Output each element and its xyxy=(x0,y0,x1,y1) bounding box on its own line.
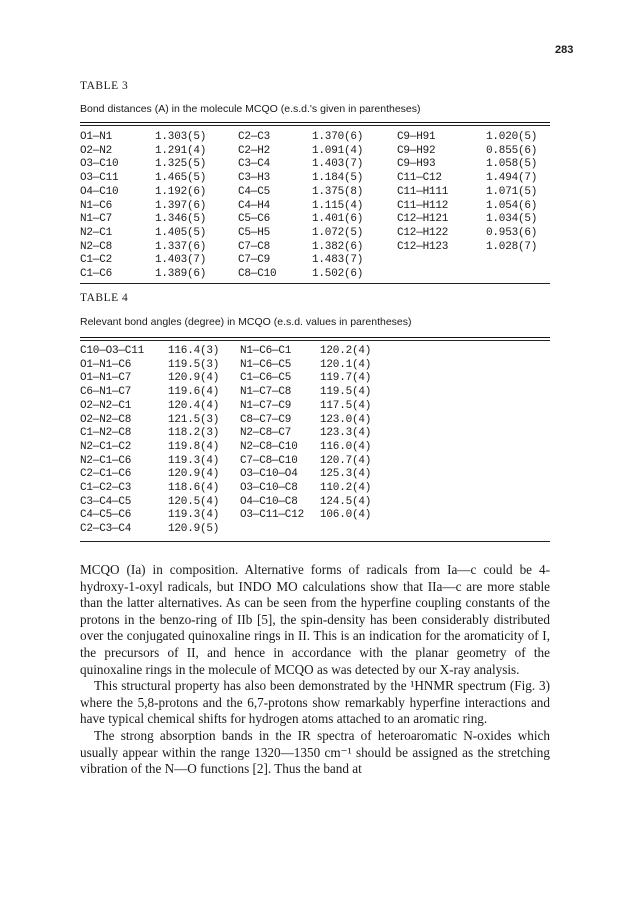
table3-bond-value: 1.091(4) xyxy=(312,144,364,157)
table3-bond-value: 1.184(5) xyxy=(312,172,364,185)
table3-bond-label: O2—N2 xyxy=(80,144,113,157)
table3-bond-value: 1.071(5) xyxy=(486,185,538,198)
table3-bond-label: C1—C6 xyxy=(80,268,113,280)
table3-bond-value: 1.303(5) xyxy=(155,131,207,143)
table3-bond-label: N1—C6 xyxy=(80,199,113,212)
table4-bond-value: 125.3(4) xyxy=(320,468,372,481)
table3-bond-label: C5—C6 xyxy=(238,213,271,226)
table3-bond-value: 1.058(5) xyxy=(486,158,538,171)
table3-bond-value: 1.034(5) xyxy=(486,213,538,226)
table4-bond-label: O3—C10—C8 xyxy=(240,482,298,494)
table4-bond-value: 117.5(4) xyxy=(320,399,372,412)
table4-bond-value: 119.8(4) xyxy=(168,440,220,453)
table4-bond-value: 119.6(4) xyxy=(168,386,220,399)
body-paragraph: The strong absorption bands in the IR spectra of heteroaromatic N-oxides which usually appear within the range 1320—1350 cm⁻¹ should be assigned as the stretching vibration of the N—O functions [2]. Thus the band at xyxy=(80,727,550,777)
table4-bond-value: 120.7(4) xyxy=(320,454,372,467)
table4-bond-value: 120.1(4) xyxy=(320,358,372,371)
table3-bond-label: C8—C10 xyxy=(238,268,277,280)
table3-bond-label: C2—C3 xyxy=(238,131,271,143)
table3-bond-label: N2—C8 xyxy=(80,240,113,253)
table3-bond-label: C11—C12 xyxy=(397,172,442,185)
table4-bond-label: C7—C8—C10 xyxy=(240,454,298,467)
table4-bond-value: 121.5(3) xyxy=(168,413,220,426)
table3-bond-value: 0.953(6) xyxy=(486,226,538,239)
table4-bond-label: N2—C1—C6 xyxy=(80,454,132,467)
table4-top-rule-2 xyxy=(80,340,550,341)
table3-bond-value: 1.028(7) xyxy=(486,240,538,253)
table4-bond-value: 123.3(4) xyxy=(320,427,372,440)
table3-bond-value: 1.405(5) xyxy=(155,226,207,239)
page-number: 283 xyxy=(555,44,574,56)
table3-bond-label: C4—H4 xyxy=(238,199,271,212)
table4-bond-value: 120.9(4) xyxy=(168,372,220,385)
table4-bond-value: 120.4(4) xyxy=(168,399,220,412)
table4-bond-label: N2—C8—C10 xyxy=(240,440,298,453)
table3-bond-label: C12—H123 xyxy=(397,240,449,253)
table4-bond-value: 119.3(4) xyxy=(168,509,220,522)
table4-bond-value: 120.9(4) xyxy=(168,468,220,481)
table4-bond-label: N2—C1—C2 xyxy=(80,440,132,453)
table4-bond-value: 120.5(4) xyxy=(168,495,220,508)
table3-bond-value: 1.325(5) xyxy=(155,158,207,171)
table3-bond-label: N2—C1 xyxy=(80,226,113,239)
table3-bond-label: C1—C2 xyxy=(80,254,113,267)
table4-bottom-rule xyxy=(80,541,550,542)
table4-bond-label: C1—C2—C3 xyxy=(80,482,132,494)
table4-bond-value: 123.0(4) xyxy=(320,413,372,426)
table4-bond-label: C1—N2—C8 xyxy=(80,427,132,440)
table3-bond-label: C9—H93 xyxy=(397,158,436,171)
table3-bond-label: C5—H5 xyxy=(238,226,271,239)
table3-bottom-rule xyxy=(80,283,550,284)
table4-bond-label: C2—C1—C6 xyxy=(80,468,132,481)
table3-bond-value: 1.483(7) xyxy=(312,254,364,267)
table3-bond-label: C4—C5 xyxy=(238,185,271,198)
table3-bond-label: C11—H111 xyxy=(397,185,449,198)
table3-bond-label: N1—C7 xyxy=(80,213,113,226)
table3-bond-value: 1.072(5) xyxy=(312,226,364,239)
table4-bond-value: 110.2(4) xyxy=(320,482,372,494)
table3-bond-value: 1.389(6) xyxy=(155,268,207,280)
table3-bond-value: 1.370(6) xyxy=(312,131,364,143)
table3-bond-value: 1.494(7) xyxy=(486,172,538,185)
table3-bond-value: 1.054(6) xyxy=(486,199,538,212)
table4-bond-label: N1—C6—C5 xyxy=(240,358,292,371)
table3-bond-value: 1.192(6) xyxy=(155,185,207,198)
table3-bond-label: C7—C9 xyxy=(238,254,271,267)
table3-bond-value: 1.403(7) xyxy=(155,254,207,267)
table4-bond-label: N1—C6—C1 xyxy=(240,345,292,357)
table4-bond-value: 119.7(4) xyxy=(320,372,372,385)
table3-bond-label: C7—C8 xyxy=(238,240,271,253)
table4-bond-value: 124.5(4) xyxy=(320,495,372,508)
table3-bond-label: C2—H2 xyxy=(238,144,271,157)
table4-bond-value: 120.2(4) xyxy=(320,345,372,357)
table4-bond-value: 118.2(3) xyxy=(168,427,220,440)
table4-top-rule xyxy=(80,337,550,338)
table4-bond-value: 106.0(4) xyxy=(320,509,372,522)
table3-bond-value: 1.382(6) xyxy=(312,240,364,253)
table3-bond-value: 1.020(5) xyxy=(486,131,538,143)
table3-bond-value: 1.291(4) xyxy=(155,144,207,157)
table3-bond-value: 1.346(5) xyxy=(155,213,207,226)
table4-bond-label: O1—N1—C7 xyxy=(80,372,132,385)
table3-bond-label: O3—C10 xyxy=(80,158,119,171)
table3-bond-label: C3—H3 xyxy=(238,172,271,185)
table4-caption: Relevant bond angles (degree) in MCQO (e.s.d. values in parentheses) xyxy=(80,316,412,328)
table3-bond-value: 1.465(5) xyxy=(155,172,207,185)
table3-bond-label: O3—C11 xyxy=(80,172,119,185)
table4-bond-label: C6—N1—C7 xyxy=(80,386,132,399)
table3-bond-value: 1.403(7) xyxy=(312,158,364,171)
table4-bond-value: 118.6(4) xyxy=(168,482,220,494)
body-text xyxy=(80,562,550,778)
table4-bond-label: N1—C7—C9 xyxy=(240,399,292,412)
table4-bond-label: O4—C10—C8 xyxy=(240,495,298,508)
table4-bond-value: 119.5(3) xyxy=(168,358,220,371)
table4-bond-label: O2—N2—C1 xyxy=(80,399,132,412)
table3-caption: Bond distances (A) in the molecule MCQO (e.s.d.'s given in parentheses) xyxy=(80,103,421,115)
table4-bond-value: 119.3(4) xyxy=(168,454,220,467)
table3-bond-label: C9—H92 xyxy=(397,144,436,157)
table3-bond-value: 0.855(6) xyxy=(486,144,538,157)
table4-bond-label: C2—C3—C4 xyxy=(80,523,132,536)
table4-bond-label: O1—N1—C6 xyxy=(80,358,132,371)
table4-bond-label: O3—C11—C12 xyxy=(240,509,305,522)
table4-label: TABLE 4 xyxy=(80,292,129,304)
table3-bond-value: 1.401(6) xyxy=(312,213,364,226)
table3-bond-label: C12—H121 xyxy=(397,213,449,226)
table4-bond-label: C3—C4—C5 xyxy=(80,495,132,508)
body-paragraph: MCQO (Ia) in composition. Alternative forms of radicals from Ia—c could be 4-hydroxy-1-oxyl radicals, but INDO MO calculations show that IIa—c are more stable than the latter alternatives. As can be seen from the hyperfine coupling constants of the protons in the benzo-ring of IIb [5], the spin-density has been considerably distributed over the conjugated quinoxaline rings in II. This is an indication for the aromaticity of I, the precursors of II, and hence in accordance with the planar geometry of the quinoxaline rings in the molecule of MCQO as was detected by our X-ray analysis. xyxy=(80,562,550,677)
table3-bond-value: 1.375(8) xyxy=(312,185,364,198)
table3-top-rule xyxy=(80,122,550,123)
table3-bond-value: 1.502(6) xyxy=(312,268,364,280)
table4-bond-label: N1—C7—C8 xyxy=(240,386,292,399)
body-paragraph: This structural property has also been demonstrated by the ¹HNMR spectrum (Fig. 3) where the 5,8-protons and the 6,7-protons show remarkably hyperfine interactions and have typical chemical shifts for hydrogen atoms attached to an aromatic ring. xyxy=(80,678,550,727)
table3-bond-value: 1.337(6) xyxy=(155,240,207,253)
table3-bond-label: C9—H91 xyxy=(397,131,436,143)
table4-bond-label: C8—C7—C9 xyxy=(240,413,292,426)
table4-bond-label: C4—C5—C6 xyxy=(80,509,132,522)
table3-bond-label: C3—C4 xyxy=(238,158,271,171)
table3-bond-label: O1—N1 xyxy=(80,131,113,143)
table3-bond-label: O4—C10 xyxy=(80,185,119,198)
table4-bond-label: O3—C10—O4 xyxy=(240,468,298,481)
table4-bond-label: O2—N2—C8 xyxy=(80,413,132,426)
table4-bond-value: 116.0(4) xyxy=(320,440,372,453)
table4-bond-label: N2—C8—C7 xyxy=(240,427,292,440)
table3-bond-value: 1.397(6) xyxy=(155,199,207,212)
table3-bond-value: 1.115(4) xyxy=(312,199,364,212)
table4-bond-value: 116.4(3) xyxy=(168,345,220,357)
table3-label: TABLE 3 xyxy=(80,80,129,92)
table4-bond-label: C10—O3—C11 xyxy=(80,345,145,357)
table4-bond-value: 120.9(5) xyxy=(168,523,220,536)
table3-bond-label: C12—H122 xyxy=(397,226,449,239)
table4-bond-value: 119.5(4) xyxy=(320,386,372,399)
table3-bond-label: C11—H112 xyxy=(397,199,449,212)
table4-bond-label: C1—C6—C5 xyxy=(240,372,292,385)
table3-top-rule-2 xyxy=(80,125,550,126)
